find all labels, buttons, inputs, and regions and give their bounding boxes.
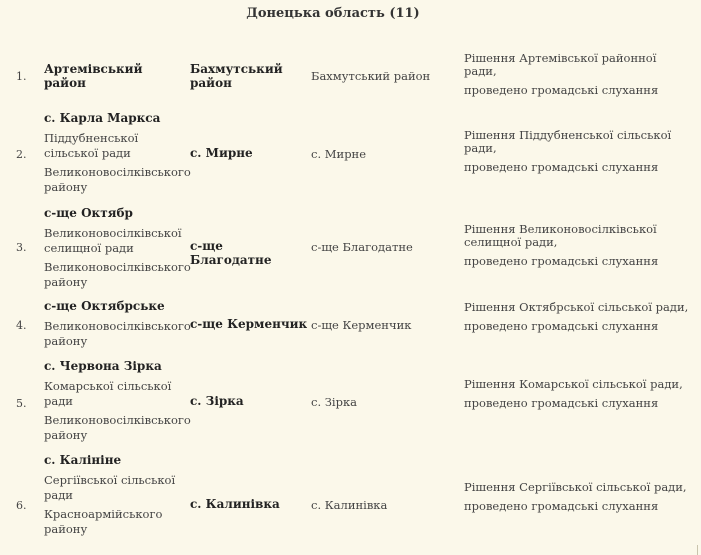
page-edge-mark — [697, 545, 698, 555]
decision-cell — [464, 481, 692, 513]
old-name-council: Сергіївської сільської ради — [44, 473, 176, 502]
old-name-district: Великоновосілківського району — [44, 319, 191, 348]
old-name-cell — [44, 359, 191, 443]
old-name-district: Великоновосілківського району — [44, 260, 191, 289]
settlement-name: Бахмутський район — [311, 69, 431, 83]
decision-text: Рішення Піддубненської сільської ради, — [464, 128, 672, 155]
decision-cell — [464, 223, 692, 268]
old-name-council: Комарської сільської ради — [44, 379, 172, 408]
settlement-name: с-ще Благодатне — [311, 240, 413, 254]
settlement-name: с-ще Керменчик — [311, 318, 412, 332]
old-name: с. Калініне — [44, 453, 122, 467]
new-name: с. Мирне — [190, 146, 253, 160]
row-number: 2. — [16, 148, 27, 161]
hearing-text: проведено громадські слухання — [464, 396, 659, 410]
new-name: с-ще Благодатне — [190, 239, 272, 267]
decision-cell — [464, 301, 692, 333]
decision-text: Рішення Октябрської сільської ради, — [464, 300, 689, 314]
old-name-district: Красноармійського району — [44, 507, 163, 536]
decision-cell — [464, 52, 692, 97]
hearing-text: проведено громадські слухання — [464, 254, 659, 268]
row-number: 3. — [16, 241, 27, 254]
old-name-council: Великоновосілківської селищної ради — [44, 226, 182, 255]
decision-text: Рішення Артемівської районної ради, — [464, 51, 657, 78]
old-name: Артемівський район — [44, 62, 143, 90]
old-name-cell — [44, 111, 191, 195]
new-name: с. Калинівка — [190, 497, 280, 511]
old-name-cell — [44, 299, 191, 349]
row-number: 4. — [16, 319, 27, 332]
old-name-district: Великоновосілківського району — [44, 165, 191, 194]
row-number: 6. — [16, 499, 27, 512]
decision-text: Рішення Комарської сільської ради, — [464, 377, 683, 391]
new-name: Бахмутський район — [190, 62, 283, 90]
settlement-name: с. Мирне — [311, 147, 367, 161]
row-number: 1. — [16, 70, 27, 83]
row-number: 5. — [16, 397, 27, 410]
old-name-district: Великоновосілківського району — [44, 413, 191, 442]
settlement-name: с. Калинівка — [311, 498, 388, 512]
hearing-text: проведено громадські слухання — [464, 83, 659, 97]
old-name: с. Карла Маркса — [44, 111, 161, 125]
new-name: с. Зірка — [190, 394, 244, 408]
settlement-name: с. Зірка — [311, 395, 357, 409]
hearing-text: проведено громадські слухання — [464, 160, 659, 174]
hearing-text: проведено громадські слухання — [464, 499, 659, 513]
new-name: с-ще Керменчик — [190, 317, 308, 331]
old-name: с-ще Октябрське — [44, 299, 165, 313]
old-name: с. Червона Зірка — [44, 359, 162, 373]
decision-cell — [464, 129, 692, 174]
decision-text: Рішення Великоновосілківської селищної ради, — [464, 222, 657, 249]
decision-cell — [464, 378, 692, 410]
hearing-text: проведено громадські слухання — [464, 319, 659, 333]
section-title: Донецька область (11) — [246, 6, 420, 21]
decision-text: Рішення Сергіївської сільської ради, — [464, 480, 687, 494]
old-name: с-ще Октябр — [44, 206, 133, 220]
old-name-cell — [44, 62, 186, 90]
old-name-cell — [44, 453, 186, 537]
old-name-council: Піддубненської сільської ради — [44, 131, 139, 160]
old-name-cell — [44, 206, 191, 290]
